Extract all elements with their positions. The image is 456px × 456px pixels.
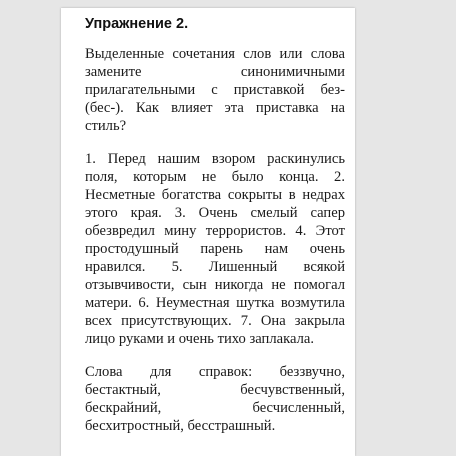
exercise-instruction: Выделенные сочетания слов или слова замените синонимичными прилагательными с приставкой без- (бес-). Как влияет эта приставка на стиль?: [85, 46, 345, 134]
document-page: [61, 8, 355, 456]
reference-words: Слова для справок: беззвучно, бестактный, бесчувственный, бескрайний, бесчисленный, бесхитростный, бесстрашный.: [85, 364, 345, 434]
exercise-sentences: 1. Перед нашим взором раскинулись поля, которым не было конца. 2. Несметные богатства сокрыты в недрах этого края. 3. Очень смелый сапер обезвредил мину террористов. 4. Этот простодушный парень нам очень нравился. 5. Лишенный всякой отзывчивости, сын никогда не помогал матери. 6. Неуместная шутка возмутила всех присутствующих. 7. Она закрыла лицо руками и очень тихо заплакала.: [85, 151, 345, 347]
exercise-title: Упражнение 2.: [85, 16, 189, 32]
